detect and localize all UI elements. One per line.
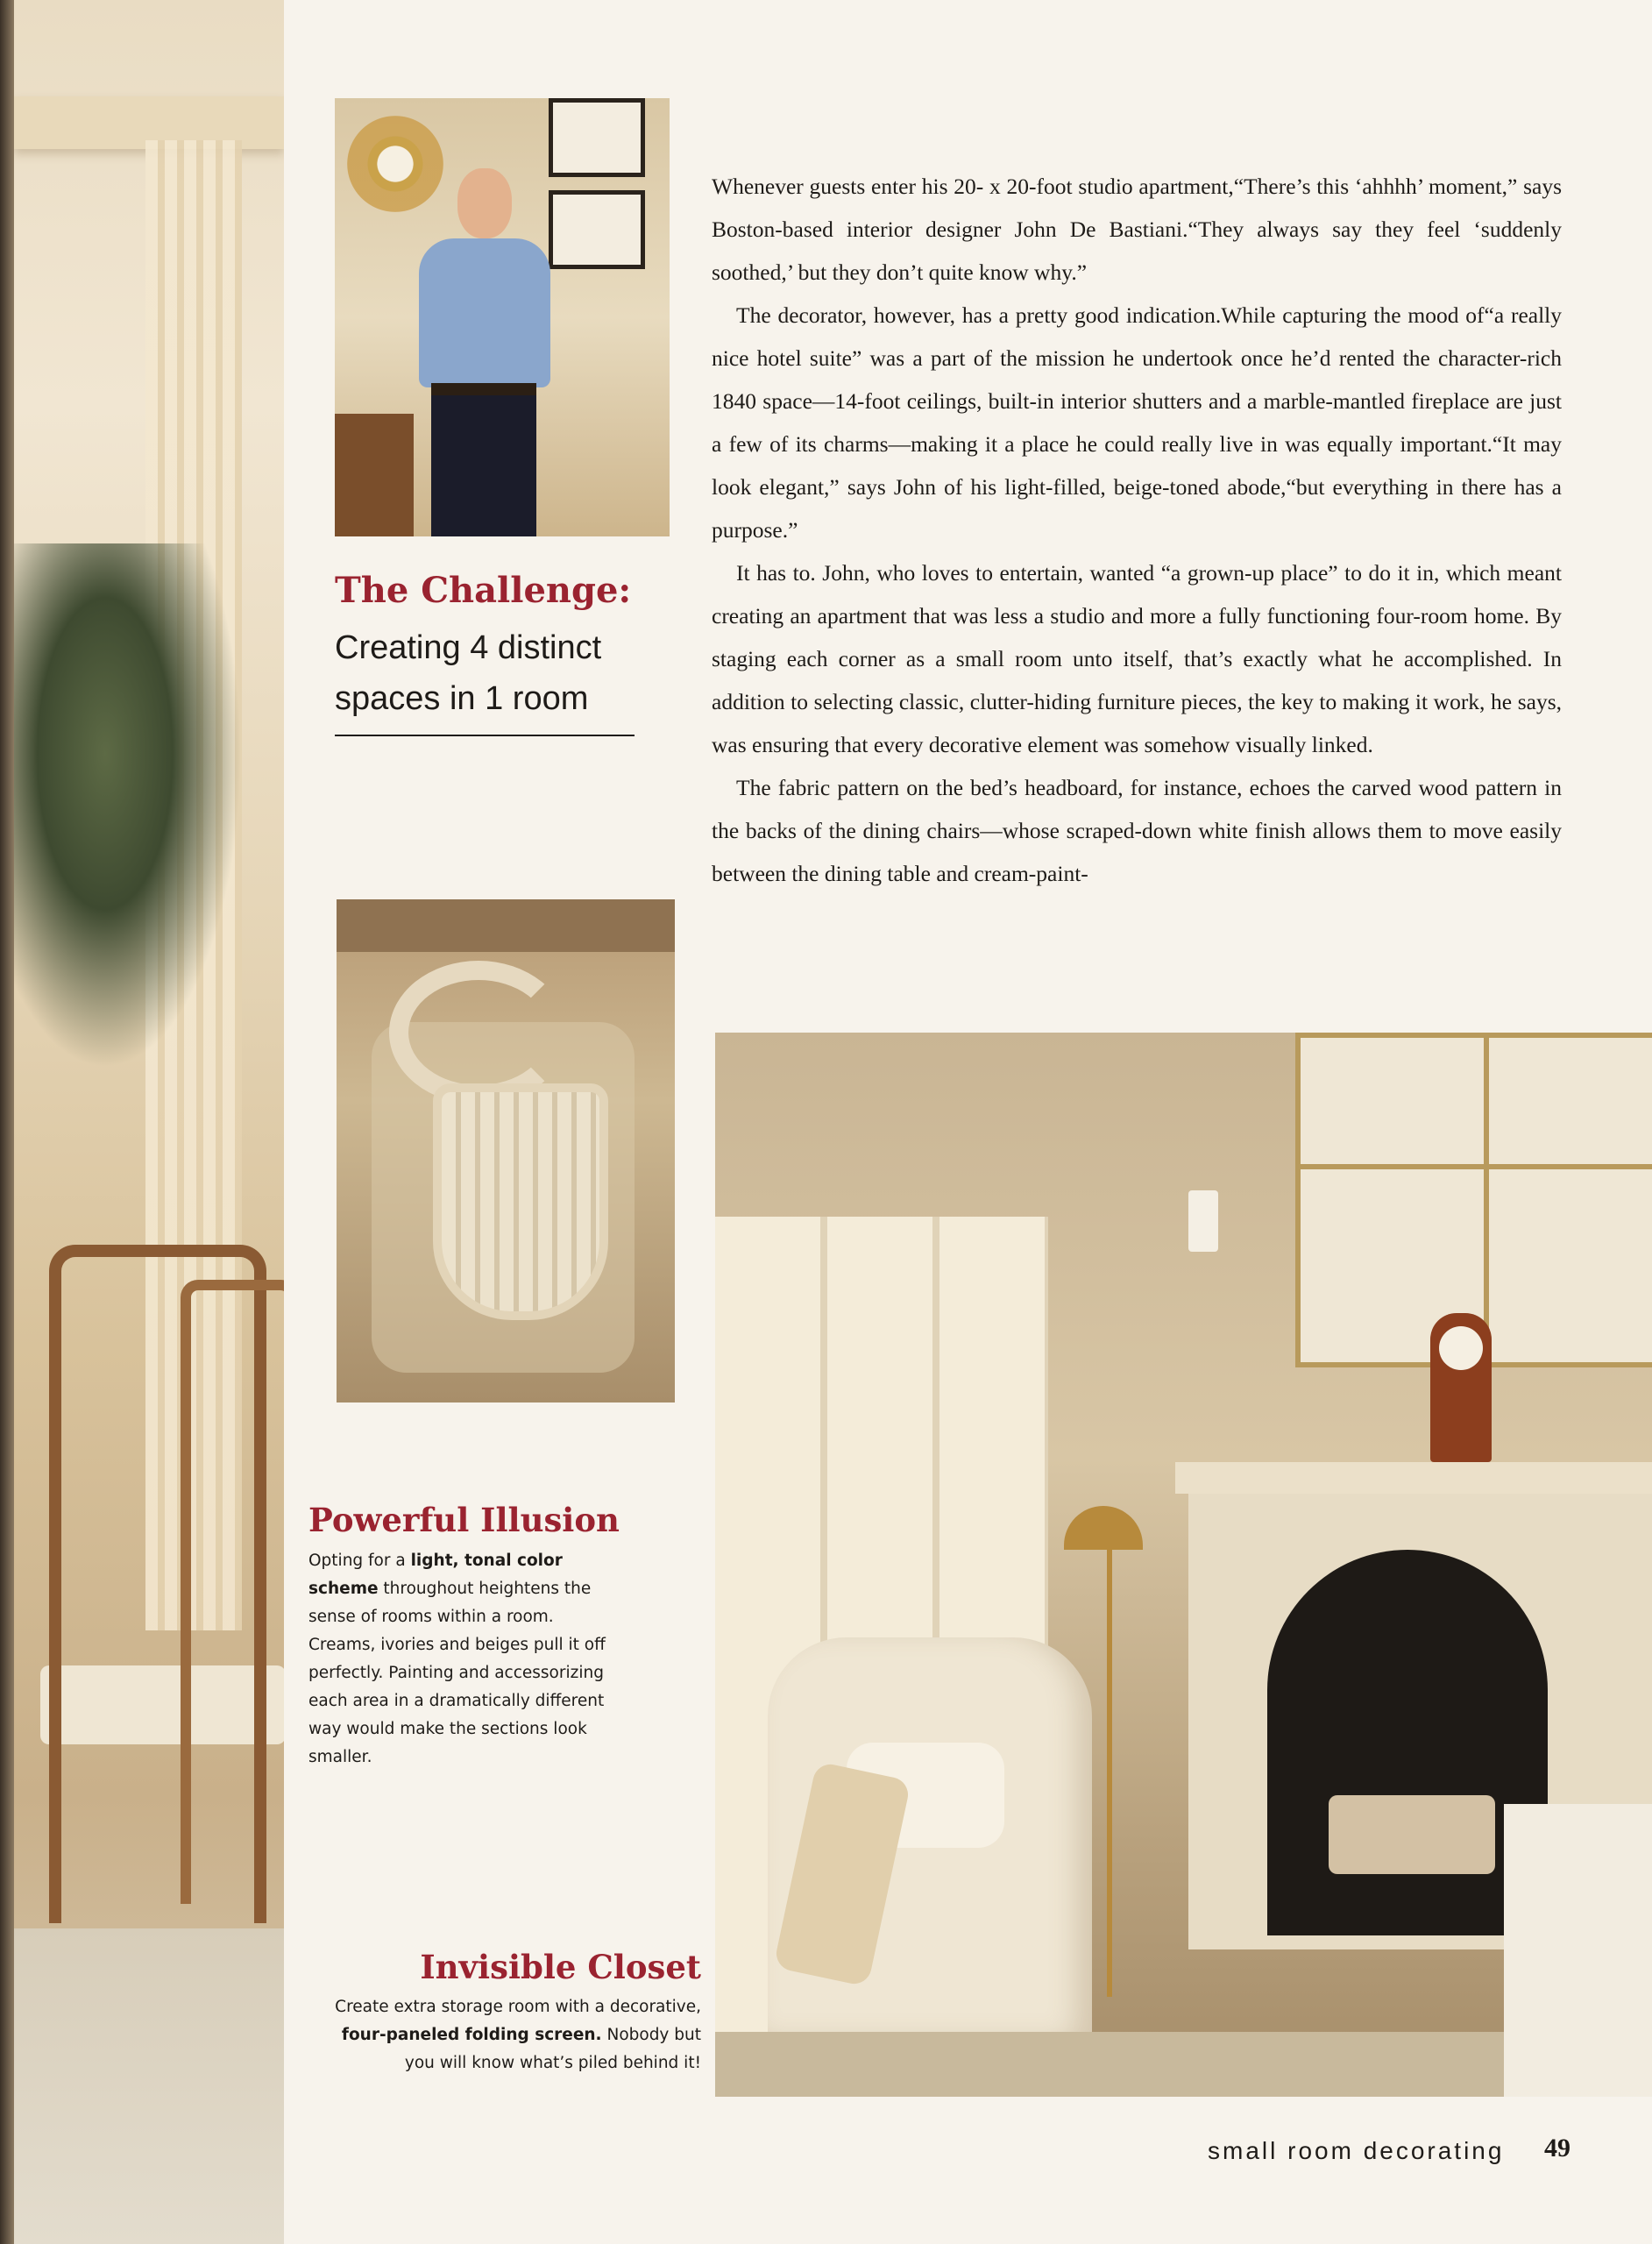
carved-shield: [433, 1083, 608, 1320]
article-paragraph: The decorator, however, has a pretty good indication.While capturing the mood of“a really nice hotel suite” was a part of the mission he undertook once he’d rented the character-rich 1840 space—14-foot ceilings, built-in interior shutters and a marble-mantled fireplace are just a few of its charms—making it a place he could really live in was equally important.“It may look elegant,” says John of his light-filled, beige-toned abode,“but everything in there has a purpose.”: [712, 302, 1562, 543]
closet-caption-text: [333, 1993, 701, 2077]
marble-mantel: [1175, 1462, 1652, 1494]
dresser: [335, 414, 414, 536]
designer-figure: [414, 168, 554, 536]
scan-edge: [0, 0, 14, 2244]
wall-sconce: [1188, 1190, 1218, 1252]
section-footer: small room decorating: [1208, 2137, 1505, 2164]
framed-print: [549, 190, 645, 269]
divider-rule: [335, 735, 635, 736]
designer-portrait-photo: [335, 98, 670, 536]
carved-corbel-photo: [337, 899, 675, 1402]
challenge-subheading: [335, 622, 650, 724]
article-body: [712, 165, 1562, 895]
living-room-photo: [715, 1033, 1652, 2097]
challenge-line-2: spaces in 1 room: [335, 680, 589, 717]
caption-text: throughout heightens the sense of rooms within a room. Creams, ivories and beiges pull it off perfectly. Painting and accessorizing each area in a dramatically different way would make the sections look smaller.: [308, 1580, 606, 1766]
article-paragraph: It has to. John, who loves to entertain, wanted “a grown-up place” to do it in, which meant creating an apartment that was less a studio and more a fully functioning four-room home. By staging each corner as a small room unto itself, that’s exactly what he accomplished. In addition to selecting classic, clutter-hiding furniture pieces, the key to making it work, he says, was ensuring that every decorative element was somehow visually linked.: [712, 560, 1562, 757]
caption-emphasis: light, tonal color scheme: [308, 1552, 563, 1598]
illusion-caption-title: Powerful Illusion: [308, 1501, 620, 1539]
framed-print: [549, 98, 645, 177]
caption-emphasis: four-paneled folding screen.: [341, 2026, 602, 2044]
article-paragraph: Whenever guests enter his 20- x 20-foot studio apartment,“There’s this ‘ahhhh’ moment,” says Boston-based interior designer John De Bastiani.“They always say they feel ‘suddenly soothed,’ but they don’t quite know why.”: [712, 174, 1562, 285]
closet-caption-title: Invisible Closet: [420, 1948, 701, 1986]
illusion-caption-text: [308, 1547, 624, 1772]
challenge-line-1: Creating 4 distinct: [335, 629, 602, 666]
article-paragraph: The fabric pattern on the bed’s headboard, for instance, echoes the carved wood pattern in the backs of the dining chairs—whose scraped-down white finish allows them to move easily between the dining table and cream-paint-: [712, 775, 1562, 886]
floor-lamp: [1064, 1506, 1143, 1550]
caption-text: Create extra storage room with a decorative,: [335, 1998, 701, 2016]
dining-room-photo: [14, 0, 284, 2244]
caption-text: Opting for a: [308, 1552, 411, 1570]
page-number: 49: [1544, 2134, 1570, 2162]
caption-text: Nobody but you will know what’s piled behind it!: [404, 2026, 701, 2072]
challenge-heading: The Challenge:: [335, 570, 632, 611]
